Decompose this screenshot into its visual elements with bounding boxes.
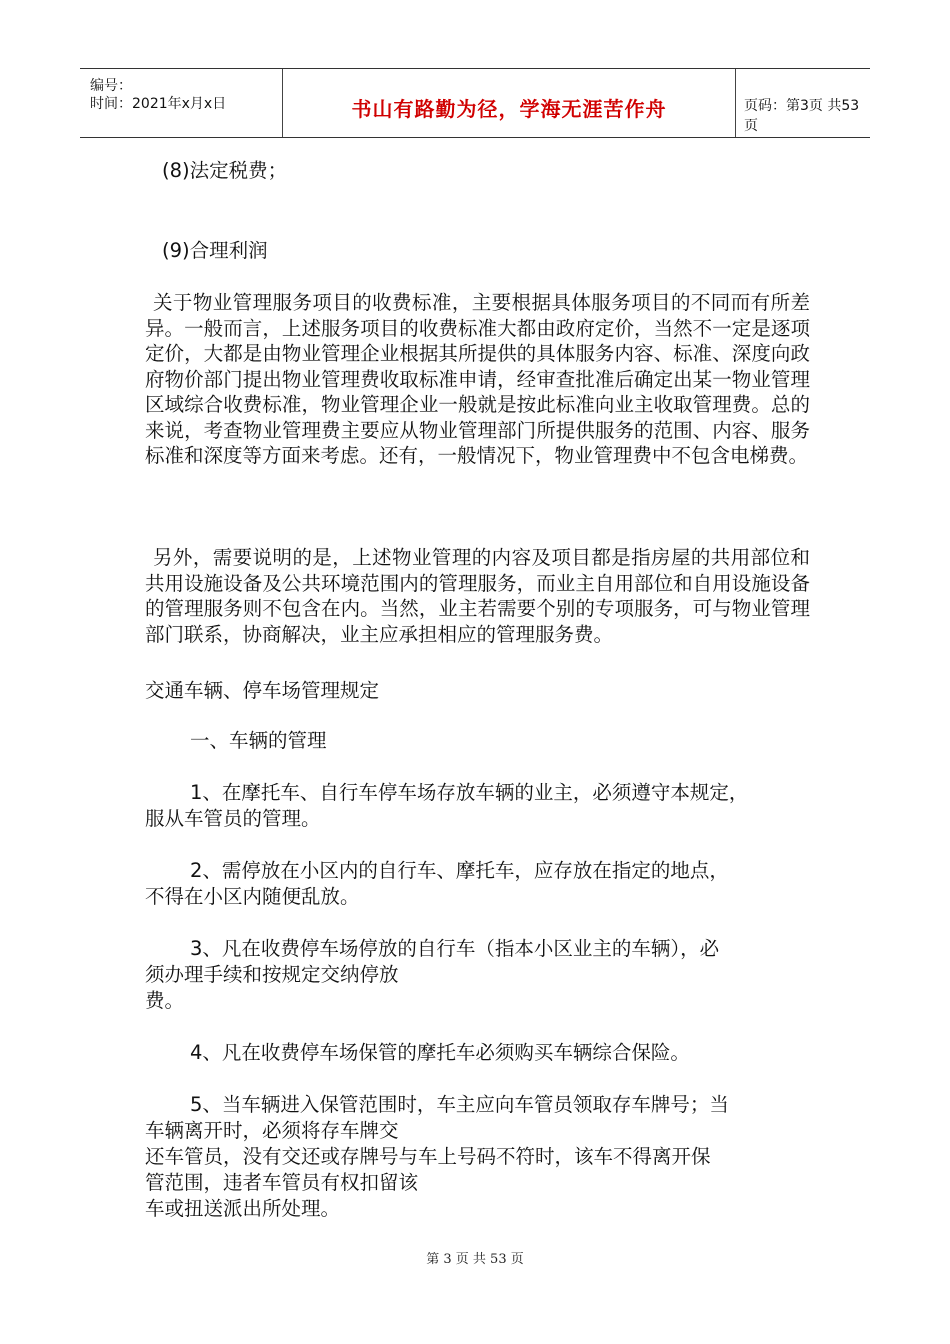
rule-5-line-2: 车辆离开时，必须将存车牌交 <box>145 1119 399 1142</box>
date-label: 时间：2021年x月x日 <box>90 96 227 112</box>
paragraph-fees: 关于物业管理服务项目的收费标准，主要根据具体服务项目的不同而有所差异。一般而言，上述服务项目的收费标准大都由政府定价，当然不一定是逐项定价，大都是由物业管理企业根据其所提供的具体服务内容、标准、深度向政府物价部门提出物业管理费收取标准申请，经审查批准后确定出某一物业管理区域综合收费标准，物业管理企业一般就是按此标准向业主收取管理费。总的来说，考查物业管理费主要应从物业管理部门所提供服务的范围、内容、服务标准和深度等方面来考虑。还有，一般情况下，物业管理费中不包含电梯费。 <box>145 291 810 467</box>
header-motto-cell <box>283 69 736 137</box>
rule-5-line-3: 还车管员，没有交还或存牌号与车上号码不符时，该车不得离开保 <box>145 1145 711 1168</box>
rule-4: 4、凡在收费停车场保管的摩托车必须购买车辆综合保险。 <box>190 1041 690 1064</box>
rule-3-line-1: 3、凡在收费停车场停放的自行车（指本小区业主的车辆），必 <box>190 937 720 960</box>
number-label: 编号： <box>90 78 132 94</box>
paragraph-scope: 另外，需要说明的是，上述物业管理的内容及项目都是指房屋的共用部位和共用设施设备及公共环境范围内的管理服务，而业主自用部位和自用设施设备的管理服务则不包含在内。当然，业主若需要个别的专项服务，可与物业管理部门联系，协商解决，业主应承担相应的管理服务费。 <box>145 546 810 646</box>
section-title: 交通车辆、停车场管理规定 <box>145 679 380 702</box>
rule-2-line-2: 不得在小区内随便乱放。 <box>145 885 360 908</box>
rule-1-line-1: 1、在摩托车、自行车停车场存放车辆的业主，必须遵守本规定， <box>190 781 749 804</box>
page-footer: 第 3 页 共 53 页 <box>426 1252 524 1267</box>
header-info-cell <box>80 69 283 137</box>
rule-2-line-1: 2、需停放在小区内的自行车、摩托车，应存放在指定的地点， <box>190 859 729 882</box>
rule-3-line-3: 费。 <box>145 989 185 1012</box>
rule-5-line-5: 车或扭送派出所处理。 <box>145 1197 341 1220</box>
motto-text: 书山有路勤为径，学海无涯苦作舟 <box>351 97 667 121</box>
rule-1-line-2: 服从车管员的管理。 <box>145 807 321 830</box>
page-info: 页码：第3页 共53页 <box>744 98 860 134</box>
subsection-title: 一、车辆的管理 <box>190 729 327 752</box>
rule-5-line-1: 5、当车辆进入保管范围时，车主应向车管员领取存车牌号；当 <box>190 1093 729 1116</box>
rule-5-line-4: 管范围，违者车管员有权扣留该 <box>145 1171 419 1194</box>
item-8: (8)法定税费； <box>162 159 288 182</box>
item-9: (9)合理利润 <box>162 239 268 262</box>
header-page-cell <box>736 69 870 137</box>
page-header <box>80 68 870 138</box>
rule-3-line-2: 须办理手续和按规定交纳停放 <box>145 963 399 986</box>
